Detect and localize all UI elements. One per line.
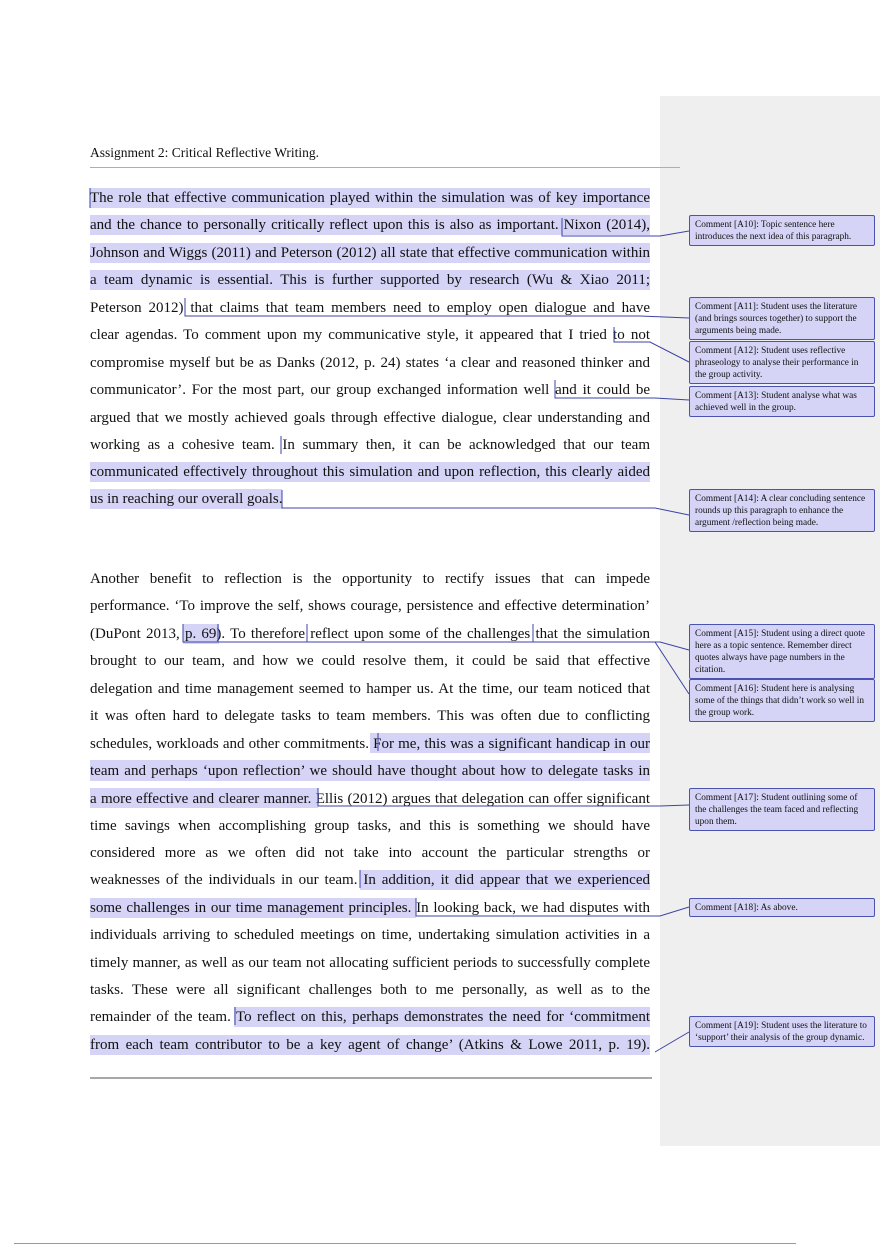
comment-margin-panel <box>660 96 880 1146</box>
text-line[interactable]: clear agendas. To comment upon my communicative style, it appeared that I tried to not <box>90 327 650 343</box>
text-line[interactable]: tasks. These were all significant challenges both to me personally, as well as to the <box>90 982 650 998</box>
text-line[interactable]: it was often hard to delegate tasks to team members. This was often due to conflicting <box>90 708 650 724</box>
text-line[interactable]: communicator’. For the most part, our group exchanged information well and it could be <box>90 382 650 398</box>
comment-a10[interactable]: Comment [A10]: Topic sentence here introduces the next idea of this paragraph. <box>689 215 875 246</box>
text-line[interactable]: delegation and time management seemed to hamper us. At the time, our team noticed that <box>90 681 650 697</box>
text-line[interactable]: performance. ‘To improve the self, shows courage, persistence and effective determination’ <box>90 598 650 614</box>
text-line[interactable]: Another benefit to reflection is the opportunity to rectify issues that can impede <box>90 571 650 587</box>
text-line[interactable]: (DuPont 2013, p. 69). To therefore reflect upon some of the challenges that the simulation <box>90 626 650 642</box>
text-line[interactable]: us in reaching our overall goals. <box>90 491 283 507</box>
text-line[interactable]: and the chance to personally critically reflect upon this is also as important. Nixon (2014), <box>90 217 650 233</box>
comment-a13[interactable]: Comment [A13]: Student analyse what was achieved well in the group. <box>689 386 875 417</box>
text-line[interactable]: compromise myself but be as Danks (2012, p. 24) states ‘a clear and reasoned thinker and <box>90 355 650 371</box>
text-line[interactable]: from each team contributor to be a key agent of change’ (Atkins & Lowe 2011, p. 19). <box>90 1037 650 1053</box>
text-line[interactable]: time savings when accomplishing group tasks, and this is something we should have <box>90 818 650 834</box>
text-line[interactable]: weaknesses of the individuals in our team. In addition, it did appear that we experienced <box>90 872 650 888</box>
text-line[interactable]: individuals arriving to scheduled meetings on time, undertaking simulation activities in a <box>90 927 650 943</box>
text-line[interactable]: The role that effective communication played within the simulation was of key importance <box>90 190 650 206</box>
connector-a14 <box>282 490 689 515</box>
text-line[interactable]: timely manner, as well as our team not allocating sufficient periods to successfully complete <box>90 955 650 971</box>
page-bottom-rule <box>14 1243 796 1244</box>
text-line[interactable]: team and perhaps ‘upon reflection’ we should have thought about how to delegate tasks in <box>90 763 650 779</box>
text-line[interactable]: considered more as we often did not take into account the particular strengths or <box>90 845 650 861</box>
comment-a12[interactable]: Comment [A12]: Student uses reflective phraseology to analyse their performance in the group activity. <box>689 341 875 384</box>
comment-a19[interactable]: Comment [A19]: Student uses the literature to ‘support’ their analysis of the group dynamic. <box>689 1016 875 1047</box>
comment-a11[interactable]: Comment [A11]: Student uses the literature (and brings sources together) to support the arguments being made. <box>689 297 875 340</box>
comment-a17[interactable]: Comment [A17]: Student outlining some of the challenges the team faced and reflecting upon them. <box>689 788 875 831</box>
text-line[interactable]: a more effective and clearer manner. Ellis (2012) argues that delegation can offer significant <box>90 791 650 807</box>
document-title: Assignment 2: Critical Reflective Writing. <box>90 145 320 160</box>
text-line[interactable]: communicated effectively throughout this simulation and upon reflection, this clearly aided <box>90 464 650 480</box>
text-line[interactable]: Peterson 2012) that claims that team members need to employ open dialogue and have <box>90 300 650 316</box>
content-end-rule <box>90 1077 652 1079</box>
text-line[interactable]: remainder of the team. To reflect on this, perhaps demonstrates the need for ‘commitment <box>90 1009 650 1025</box>
comment-a14[interactable]: Comment [A14]: A clear concluding sentence rounds up this paragraph to enhance the argument /reflection being made. <box>689 489 875 532</box>
text-line[interactable]: a team dynamic is essential. This is further supported by research (Wu & Xiao 2011; <box>90 272 650 288</box>
comment-a15[interactable]: Comment [A15]: Student using a direct quote here as a topic sentence. Remember direct quotes always have page numbers in the citation. <box>689 624 875 679</box>
text-line[interactable]: schedules, workloads and other commitments. For me, this was a significant handicap in our <box>90 736 650 752</box>
text-line[interactable]: some challenges in our time management principles. In looking back, we had disputes with <box>90 900 650 916</box>
comment-a18[interactable]: Comment [A18]: As above. <box>689 898 875 917</box>
text-line[interactable]: Johnson and Wiggs (2011) and Peterson (2012) all state that effective communication within <box>90 245 650 261</box>
text-line[interactable]: working as a cohesive team. In summary then, it can be acknowledged that our team <box>90 437 650 453</box>
comment-a16[interactable]: Comment [A16]: Student here is analysing some of the things that didn’t work so well in the group work. <box>689 679 875 722</box>
text-line[interactable]: argued that we mostly achieved goals through effective dialogue, clear understanding and <box>90 410 650 426</box>
text-line[interactable]: brought to our team, and how we could resolve them, it could be said that effective <box>90 653 650 669</box>
header-rule <box>90 167 680 168</box>
